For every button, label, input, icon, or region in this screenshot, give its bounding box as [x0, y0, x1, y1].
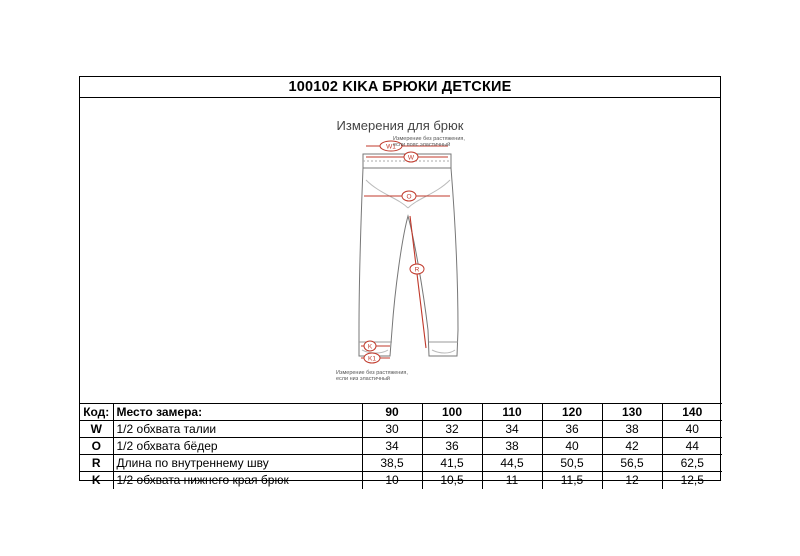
- header-size: 140: [662, 404, 722, 421]
- row-code: W: [80, 421, 113, 438]
- row-value: 30: [362, 421, 422, 438]
- row-code: O: [80, 438, 113, 455]
- row-place: Длина по внутреннему шву: [113, 455, 362, 472]
- label-k1: K1: [368, 355, 376, 363]
- row-value: 40: [662, 421, 722, 438]
- row-value: 32: [422, 421, 482, 438]
- row-value: 34: [482, 421, 542, 438]
- row-place: 1/2 обхвата бёдер: [113, 438, 362, 455]
- header-size: 130: [602, 404, 662, 421]
- header-size: 90: [362, 404, 422, 421]
- note-bottom: Измерение без растяжения, если низ эластичный: [336, 370, 408, 382]
- row-value: 38,5: [362, 455, 422, 472]
- header-size: 120: [542, 404, 602, 421]
- r-measure-line: [410, 216, 426, 348]
- header-place: Место замера:: [113, 404, 362, 421]
- row-value: 11: [482, 472, 542, 489]
- figure-heading: Измерения для брюк: [336, 118, 464, 133]
- table-header-row: [80, 404, 722, 421]
- row-value: 44: [662, 438, 722, 455]
- row-value: 38: [602, 421, 662, 438]
- row-value: 40: [542, 438, 602, 455]
- label-w1: W1: [386, 143, 396, 151]
- size-table: [80, 403, 722, 489]
- row-place: 1/2 обхвата талии: [113, 421, 362, 438]
- row-value: 10: [362, 472, 422, 489]
- header-code: Код:: [80, 404, 113, 421]
- row-value: 56,5: [602, 455, 662, 472]
- row-value: 12: [602, 472, 662, 489]
- row-value: 41,5: [422, 455, 482, 472]
- row-code: K: [80, 472, 113, 489]
- header-size: 110: [482, 404, 542, 421]
- label-o: O: [406, 193, 412, 201]
- row-value: 38: [482, 438, 542, 455]
- measurement-figure: [80, 98, 720, 403]
- label-r: R: [414, 266, 420, 274]
- size-chart-sheet: [79, 76, 721, 488]
- table-row: [80, 438, 722, 455]
- header-size: 100: [422, 404, 482, 421]
- row-value: 62,5: [662, 455, 722, 472]
- row-value: 12,5: [662, 472, 722, 489]
- note-top: Измерение без растяжения, если пояс эластичный: [393, 136, 465, 148]
- table-row: [80, 421, 722, 438]
- row-value: 36: [422, 438, 482, 455]
- table-row: [80, 472, 722, 489]
- row-value: 36: [542, 421, 602, 438]
- row-code: R: [80, 455, 113, 472]
- table-row: [80, 455, 722, 472]
- row-value: 42: [602, 438, 662, 455]
- row-place: 1/2 обхвата нижнего края брюк: [113, 472, 362, 489]
- label-k: K: [367, 343, 373, 351]
- row-value: 44,5: [482, 455, 542, 472]
- label-w: W: [407, 154, 415, 162]
- page-title: 100102 KIKA БРЮКИ ДЕТСКИЕ: [80, 77, 720, 98]
- row-value: 10,5: [422, 472, 482, 489]
- row-value: 50,5: [542, 455, 602, 472]
- row-value: 34: [362, 438, 422, 455]
- row-value: 11,5: [542, 472, 602, 489]
